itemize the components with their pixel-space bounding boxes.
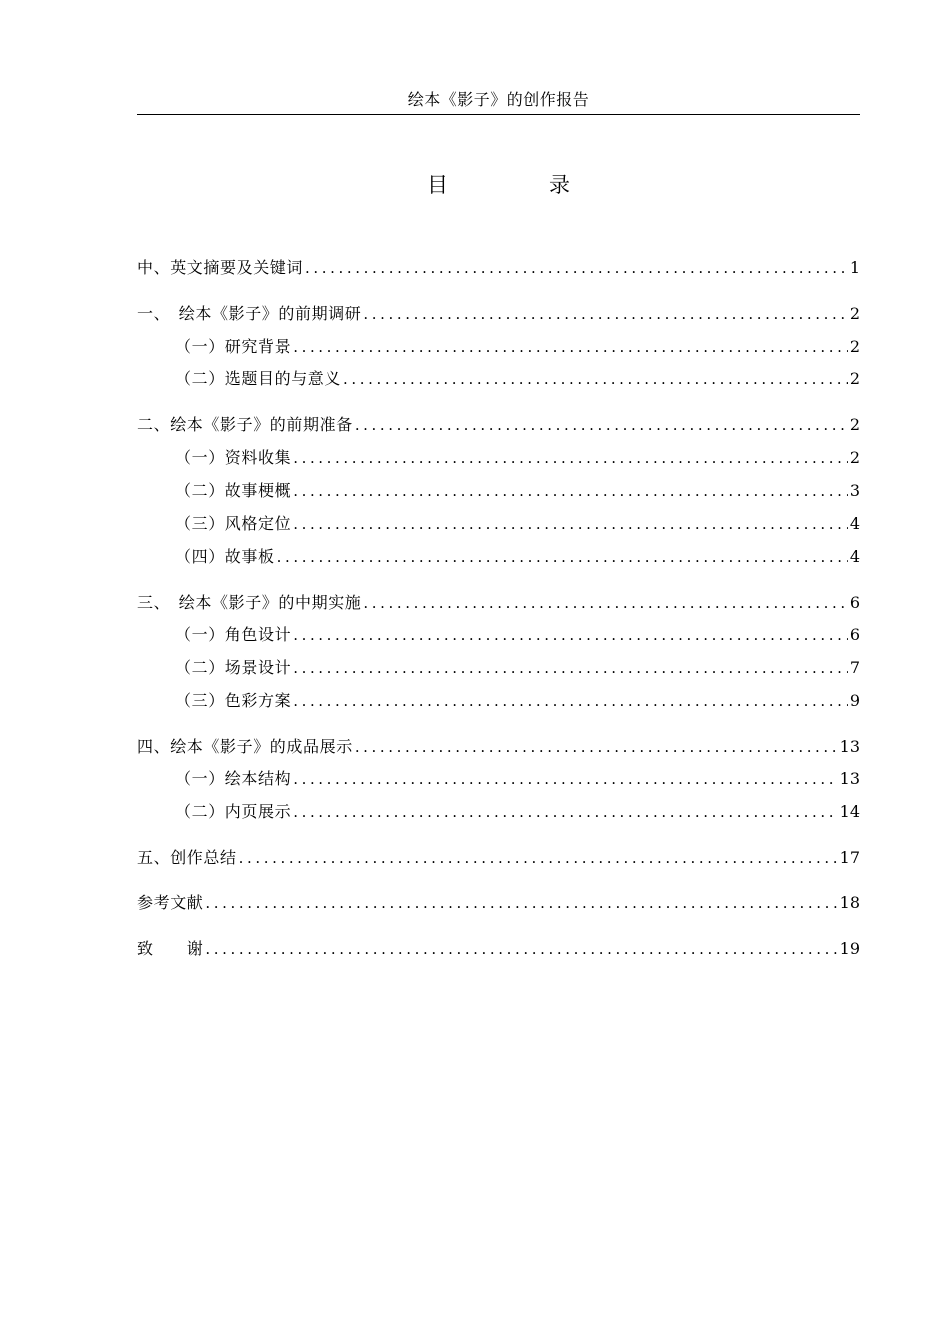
toc-leader-dots xyxy=(293,446,848,470)
toc-entry-label: 五、创作总结 xyxy=(137,848,237,867)
toc-page-number: 4 xyxy=(849,547,860,566)
toc-leader-dots xyxy=(277,545,848,569)
toc-entry-chapter-4[interactable] xyxy=(137,735,860,759)
toc-entry-section-4-1[interactable] xyxy=(175,767,860,791)
toc-leader-dots xyxy=(363,591,847,615)
toc-leader-dots xyxy=(293,767,837,791)
toc-entry-label: （四）故事板 xyxy=(175,547,275,566)
toc-entry-label: 中、英文摘要及关键词 xyxy=(137,258,304,277)
toc-page-number: 2 xyxy=(849,369,860,388)
toc-leader-dots xyxy=(239,846,838,870)
toc-leader-dots xyxy=(293,656,848,680)
toc-entry-label: （一）资料收集 xyxy=(175,448,292,467)
toc-entry-section-3-3[interactable] xyxy=(175,689,860,713)
toc-entry-label: （二）选题目的与意义 xyxy=(175,369,342,388)
toc-page-number: 1 xyxy=(849,258,860,277)
toc-page-number: 7 xyxy=(849,658,860,677)
toc-entry-section-1-1[interactable] xyxy=(175,335,860,359)
toc-page-number: 18 xyxy=(839,893,860,912)
toc-leader-dots xyxy=(293,800,837,824)
toc-entry-section-2-3[interactable] xyxy=(175,512,860,536)
toc-leader-dots xyxy=(205,937,837,961)
toc-page-number: 2 xyxy=(849,304,860,323)
toc-page-number: 13 xyxy=(839,737,860,756)
toc-leader-dots xyxy=(293,623,848,647)
toc-page-number: 6 xyxy=(849,593,860,612)
toc-page-number: 2 xyxy=(849,337,860,356)
toc-entry-label: （二）场景设计 xyxy=(175,658,292,677)
toc-page-number: 2 xyxy=(849,448,860,467)
toc-entry-abstract[interactable] xyxy=(137,256,860,280)
toc-leader-dots xyxy=(355,735,838,759)
toc-leader-dots xyxy=(363,302,847,326)
toc-leader-dots xyxy=(355,413,848,437)
toc-page-number: 3 xyxy=(849,481,860,500)
toc-entry-label: 三、 绘本《影子》的中期实施 xyxy=(137,593,362,612)
toc-page-number: 19 xyxy=(839,939,860,958)
toc-leader-dots xyxy=(343,367,848,391)
toc-page-number: 17 xyxy=(839,848,860,867)
toc-entry-section-2-4[interactable] xyxy=(175,545,860,569)
toc-title: 目 录 xyxy=(427,173,610,197)
header-rule xyxy=(137,114,860,115)
toc-leader-dots xyxy=(205,891,837,915)
toc-entry-section-4-2[interactable] xyxy=(175,800,860,824)
toc-page-number: 13 xyxy=(839,769,860,788)
toc-leader-dots xyxy=(293,335,848,359)
toc-entry-label: （一）绘本结构 xyxy=(175,769,292,788)
toc-entry-references[interactable] xyxy=(137,891,860,915)
toc-entry-label: （三）风格定位 xyxy=(175,514,292,533)
toc-entry-section-3-2[interactable] xyxy=(175,656,860,680)
toc-entry-chapter-2[interactable] xyxy=(137,413,860,437)
toc-entry-label: 二、绘本《影子》的前期准备 xyxy=(137,415,353,434)
toc-entry-label: 一、 绘本《影子》的前期调研 xyxy=(137,304,362,323)
toc-page-number: 9 xyxy=(849,691,860,710)
toc-entry-section-2-1[interactable] xyxy=(175,446,860,470)
toc-entry-acknowledgements[interactable] xyxy=(137,937,860,961)
toc-leader-dots xyxy=(293,479,848,503)
toc-page-number: 2 xyxy=(849,415,860,434)
toc-leader-dots xyxy=(293,512,848,536)
toc-entry-chapter-5[interactable] xyxy=(137,846,860,870)
toc-entry-section-1-2[interactable] xyxy=(175,367,860,391)
running-header: 绘本《影子》的创作报告 xyxy=(407,90,590,109)
toc-entry-label: （三）色彩方案 xyxy=(175,691,292,710)
toc-entry-label: 参考文献 xyxy=(137,893,204,912)
toc-leader-dots xyxy=(293,689,848,713)
toc-leader-dots xyxy=(305,256,848,280)
toc-entry-label: （二）故事梗概 xyxy=(175,481,292,500)
toc-page-number: 4 xyxy=(849,514,860,533)
toc-entry-label: （二）内页展示 xyxy=(175,802,292,821)
toc-entry-label: （一）研究背景 xyxy=(175,337,292,356)
toc-page-number: 6 xyxy=(849,625,860,644)
toc-entry-section-3-1[interactable] xyxy=(175,623,860,647)
toc-entry-label: （一）角色设计 xyxy=(175,625,292,644)
toc-page-number: 14 xyxy=(839,802,860,821)
toc-entry-label: 致 谢 xyxy=(137,939,204,958)
toc-entry-chapter-1[interactable] xyxy=(137,302,860,326)
toc-entry-section-2-2[interactable] xyxy=(175,479,860,503)
toc-entry-label: 四、绘本《影子》的成品展示 xyxy=(137,737,353,756)
toc-entry-chapter-3[interactable] xyxy=(137,591,860,615)
